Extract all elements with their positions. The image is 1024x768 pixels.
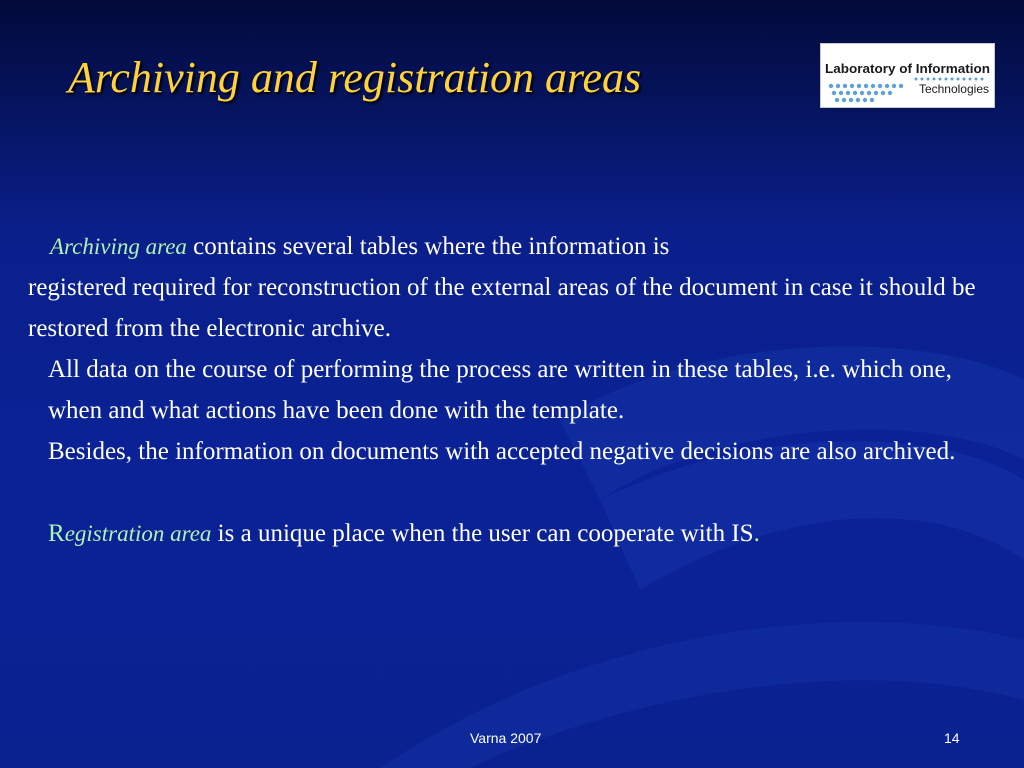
- footer-location: Varna 2007: [470, 730, 542, 746]
- term-archiving-area: Archiving area: [50, 234, 187, 259]
- paragraph-registration: [28, 513, 988, 554]
- logo-line1: Laboratory of Information: [825, 62, 990, 76]
- slide-body: [28, 222, 988, 554]
- logo-line2: Technologies: [918, 82, 989, 96]
- paragraph-4-period: .: [753, 520, 760, 547]
- page-number: 14: [944, 730, 960, 746]
- spacer: [28, 472, 988, 513]
- paragraph-1-line1: contains several tables where the information is: [186, 233, 670, 260]
- paragraph-all-data: All data on the course of performing the process are written in these tables, i.e. which one, when and what actions have been done with the template.: [48, 356, 952, 424]
- term-registration-area: egistration area: [64, 521, 212, 546]
- paragraph-besides: Besides, the information on documents with accepted negative decisions are also archived.: [48, 438, 956, 465]
- paragraph-4-rest: is a unique place when the user can cooperate with IS: [211, 520, 754, 547]
- paragraph-archiving: [28, 222, 988, 272]
- paragraph-1-rest: registered required for reconstruction of the external areas of the document in case it should be restored from the electronic archive.: [28, 274, 976, 342]
- slide-title: Archiving and registration areas: [68, 53, 642, 102]
- lab-logo: [820, 43, 995, 108]
- term-registration-letter: R: [48, 520, 65, 547]
